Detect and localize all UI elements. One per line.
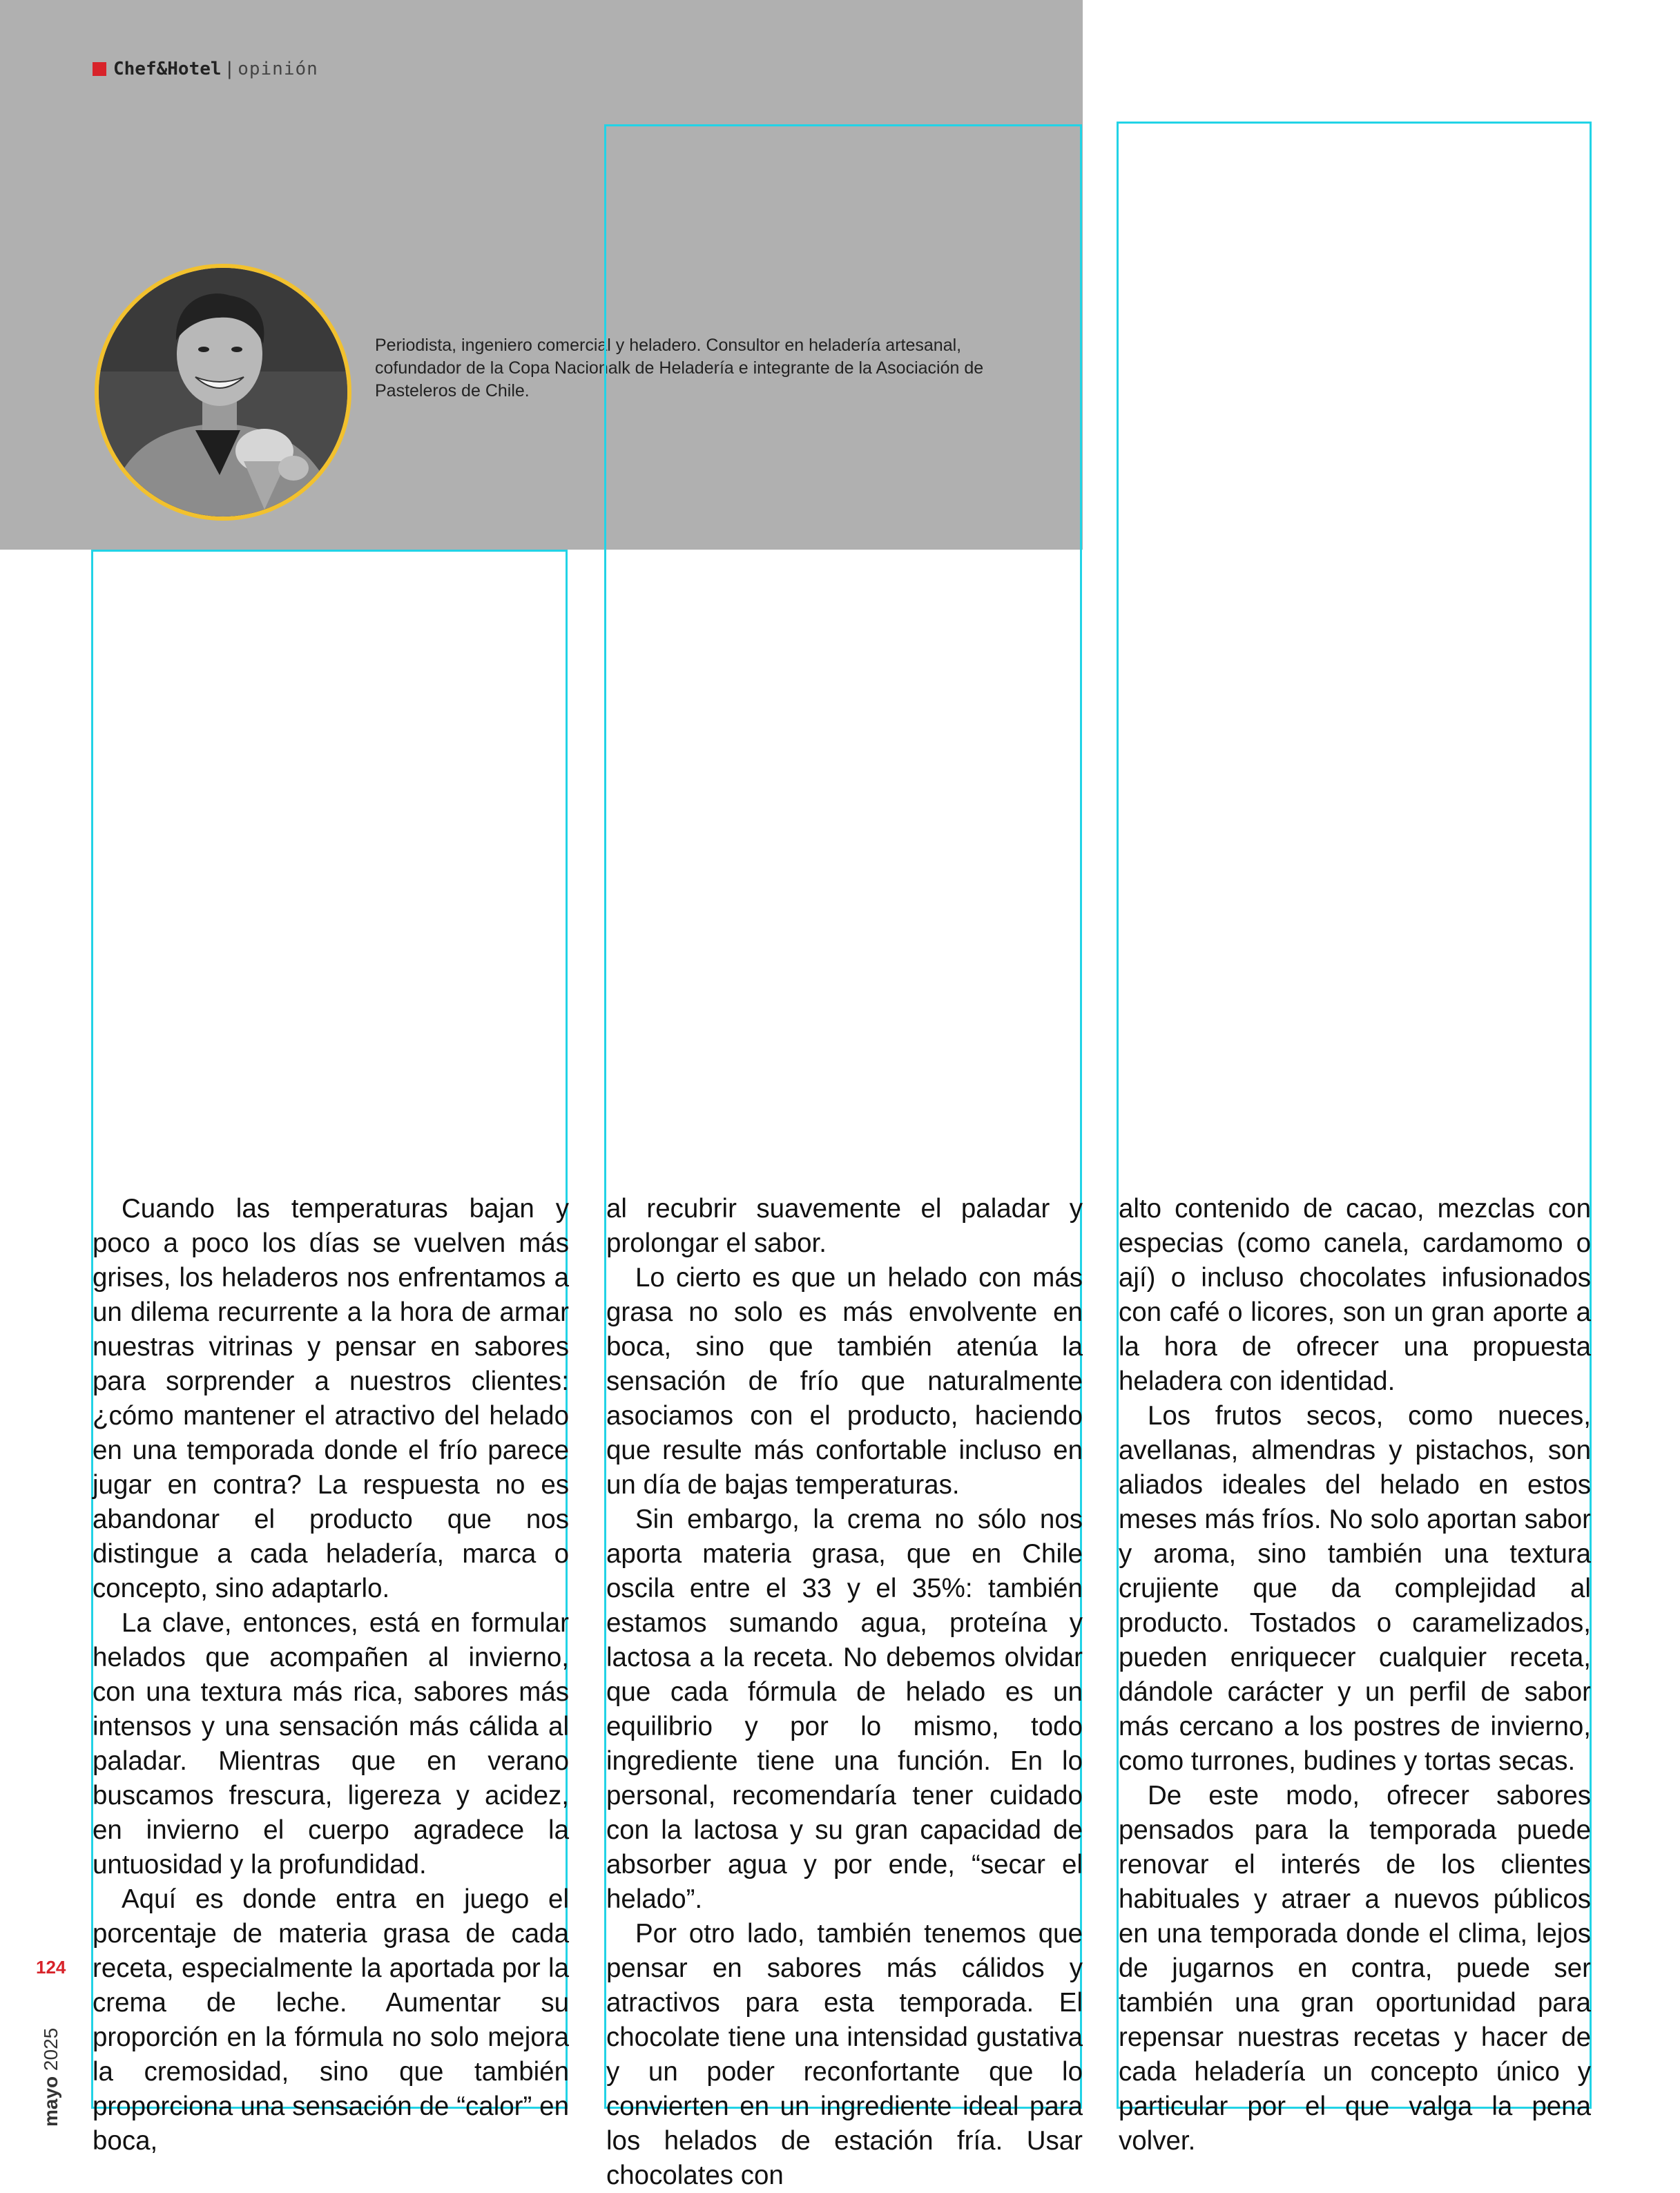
section-header	[93, 58, 318, 80]
article-paragraph: Aquí es donde entra en juego el porcentaje de materia grasa de cada receta, especialmente la aportada por la crema de leche. Aumentar su proporción en la fórmula no solo mejora la cremosidad, sino que también proporciona una sensación de “calor” en boca,	[93, 1884, 569, 2156]
article-column-1	[93, 1192, 569, 2158]
red-square-icon	[93, 62, 106, 76]
article-paragraph: Cuando las temperaturas bajan y poco a poco los días se vuelven más grises, los heladeros nos enfrentamos a un dilema recurrente a la hora de armar nuestras vitrinas y pensar en sabores para sorprender a nuestros clientes: ¿cómo mantener el atractivo del helado en una temporada donde el frío parece jugar en contra? La respuesta no es abandonar el producto que nos distingue a cada heladería, marca o concepto, sino adaptarlo.	[93, 1194, 569, 1603]
article-paragraph: Los frutos secos, como nueces, avellanas, almendras y pistachos, son aliados ideales del helado en estos meses más fríos. No solo aportan sabor y aroma, sino también una textura crujiente que da complejidad al producto. Tostados o caramelizados, pueden enriquecer cualquier receta, dándole carácter y un perfil de sabor más cercano a los postres de invierno, como turrones, budines y tortas secas.	[1119, 1401, 1591, 1776]
article-paragraph-continuation: alto contenido de cacao, mezclas con especias (como canela, cardamomo o ají) o incluso chocolates infusionados con café o licores, son un gran aporte a la hora de ofrecer una propuesta heladera con identidad.	[1119, 1194, 1591, 1396]
page-number: 124	[36, 1957, 66, 1978]
issue-month: mayo	[40, 2076, 61, 2127]
author-portrait-icon	[99, 268, 347, 516]
magazine-brand: Chef&Hotel	[113, 59, 222, 79]
article-paragraph: Lo cierto es que un helado con más grasa no solo es más envolvente en boca, sino que también atenúa la sensación de frío que naturalmente asociamos con el producto, haciendo que resulte más confortable incluso en un día de bajas temperaturas.	[606, 1263, 1083, 1500]
issue-year: 2025	[40, 2027, 61, 2071]
article-paragraph: Sin embargo, la crema no sólo nos aporta materia grasa, que en Chile oscila entre el 33 y el 35%: también estamos sumando agua, proteína y lactosa a la receta. No debemos olvidar que cada fórmula de helado es un equilibrio y por lo mismo, todo ingrediente tiene una función. En lo personal, recomendaría tener cuidado con la lactosa y su gran capacidad de absorber agua y por ende, “secar el helado”.	[606, 1505, 1083, 1914]
author-photo	[95, 264, 351, 521]
article-paragraph: Por otro lado, también tenemos que pensar en sabores más cálidos y atractivos para esta temporada. El chocolate tiene una intensidad gustativa y un poder reconfortante que lo convierten en un ingrediente ideal para los helados de estación fría. Usar chocolates con	[606, 1919, 1083, 2190]
article-column-2	[606, 1192, 1083, 2193]
article-paragraph: La clave, entonces, está en formular helados que acompañen al invierno, con una textura más rica, sabores más intensos y una sensación más cálida al paladar. Mientras que en verano buscamos frescura, ligereza y acidez, en invierno el cuerpo agradece la untuosidad y la profundidad.	[93, 1608, 569, 1880]
issue-date	[40, 2028, 62, 2127]
article-paragraph-continuation: al recubrir suavemente el paladar y prolongar el sabor.	[606, 1194, 1083, 1258]
article-paragraph: De este modo, ofrecer sabores pensados para la temporada puede renovar el interés de los clientes habituales y atraer a nuevos públicos en una temporada donde el clima, lejos de jugarnos en contra, puede ser también una gran oportunidad para repensar nuestras recetas y hacer de cada heladería un concepto único y particular por el que valga la pena volver.	[1119, 1781, 1591, 2156]
header-separator: |	[224, 59, 235, 79]
section-label: opinión	[238, 59, 318, 79]
author-bio: Periodista, ingeniero comercial y heladero. Consultor en heladería artesanal, cofundador de la Copa Nacionalk de Heladería e integrante de la Asociación de Pasteleros de Chile.	[375, 336, 984, 400]
article-column-3	[1119, 1192, 1591, 2158]
